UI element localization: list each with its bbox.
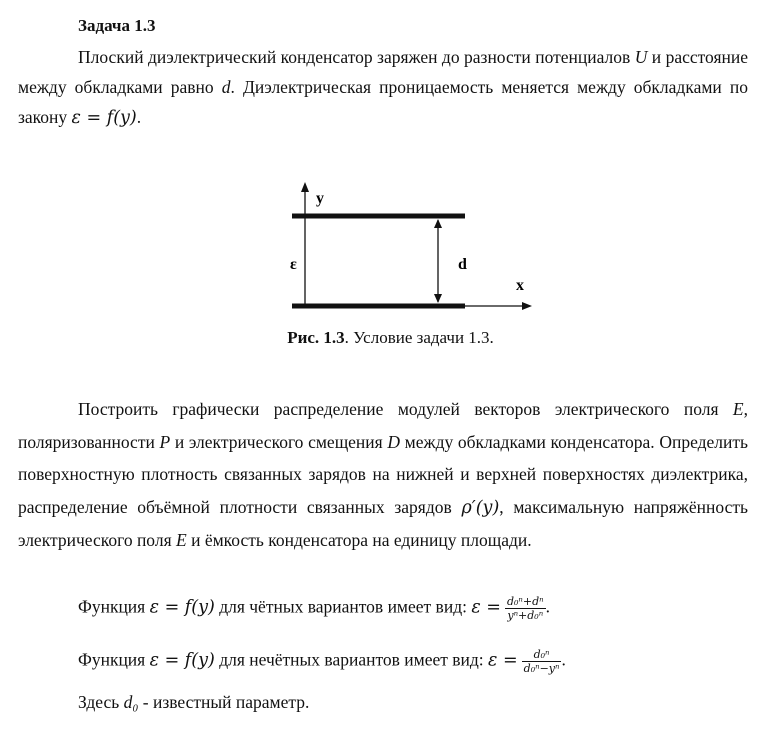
fe-fraction [505, 595, 546, 622]
distance-arrow-top [434, 219, 442, 228]
fe-denominator: yⁿ+d₀ⁿ [507, 609, 544, 622]
label-epsilon: ε [290, 256, 297, 273]
p2-text1: Построить графически распределение модулей векторов электрического поля [78, 399, 733, 419]
function-even-line [78, 595, 550, 622]
y-axis-arrowhead [301, 182, 309, 192]
fe-eps: ε = [471, 597, 501, 618]
var-E-max: E [176, 530, 187, 550]
figure-caption [0, 328, 781, 348]
p2-text5: , максимальную напряжённость электрического поля [18, 496, 748, 550]
fe-law: ε = f(y) [149, 597, 215, 618]
var-D: D [387, 431, 401, 452]
p1-text1: Плоский диэлектрический конденсатор заряжен до разности потенциалов [78, 47, 635, 67]
var-d: d [221, 77, 231, 97]
fo-numerator: d₀ⁿ [522, 648, 562, 662]
task-requirements [18, 393, 748, 557]
fo-law: ε = f(y) [149, 650, 215, 671]
p2-text2: , поляризованности [18, 399, 748, 452]
label-d: d [458, 256, 467, 273]
fo-fraction [522, 648, 562, 675]
var-U: U [634, 47, 648, 67]
capacitor-figure [270, 180, 540, 330]
note-text2: - известный параметр. [138, 692, 310, 712]
fo-end: . [561, 649, 566, 670]
p1-text3: . Диэлектрическая проницаемость меняется между обкладками по закону [18, 77, 748, 127]
task-heading: Задача 1.3 [78, 16, 156, 35]
label-x: x [516, 277, 524, 294]
var-rho: ρ′(y) [461, 497, 500, 518]
var-d0: d₀ [123, 692, 139, 712]
fo-text2: для нечётных вариантов имеет вид: [214, 649, 489, 670]
parameter-note [78, 692, 309, 713]
note-text1: Здесь [78, 692, 124, 712]
p1-text4: . [136, 107, 142, 127]
caption-bold: Рис. 1.3 [287, 328, 345, 347]
fo-denominator: d₀ⁿ−yⁿ [523, 662, 560, 675]
permittivity-law: ε = f(y) [71, 108, 137, 128]
problem-statement [18, 42, 748, 133]
label-y: y [316, 190, 324, 207]
p2-text6: и ёмкость конденсатора на единицу площади. [186, 530, 532, 550]
distance-arrow-bottom [434, 294, 442, 303]
fe-text1: Функция [78, 596, 150, 617]
var-P: P [159, 431, 171, 452]
x-axis-arrowhead [522, 302, 532, 310]
fe-end: . [545, 596, 550, 617]
fo-text1: Функция [78, 649, 150, 670]
p2-text3: и электрического смещения [170, 431, 388, 452]
var-E: E [732, 399, 744, 419]
fe-text2: для чётных вариантов имеет вид: [214, 596, 472, 617]
function-odd-line [78, 648, 566, 675]
p2-text4: между обкладками конденсатора. Определить поверхностную плотность связанных зарядов на нижней и верхней поверхностях диэлектрика, распределение объёмной плотности связанных зарядов [18, 431, 749, 517]
fe-numerator: d₀ⁿ+dⁿ [506, 595, 544, 608]
caption-rest: . Условие задачи 1.3. [344, 328, 494, 347]
fo-eps: ε = [488, 650, 518, 671]
p1-text2: и расстояние между обкладками равно [18, 47, 748, 97]
